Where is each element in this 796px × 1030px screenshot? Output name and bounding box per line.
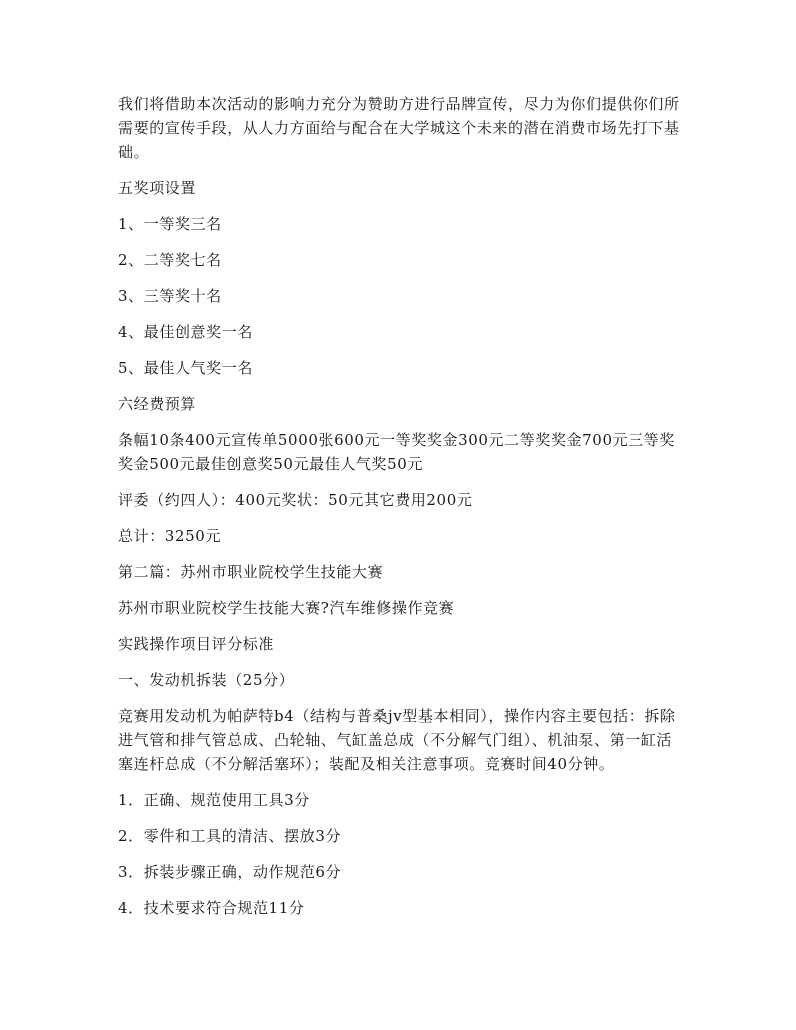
award-item-second-prize: 2、二等奖七名 (118, 251, 222, 269)
scoring-item-tools: 1．正确、规范使用工具3分 (118, 791, 310, 809)
budget-items: 条幅10条400元宣传单5000张600元一等奖奖金300元二等奖奖金700元三等奖奖金500元最佳创意奖50元最佳人气奖50元 (118, 431, 675, 473)
heading-engine-disassembly: 一、发动机拆装（25分） (118, 671, 295, 689)
award-item-first-prize: 1、一等奖三名 (118, 215, 222, 233)
document-page (118, 92, 684, 932)
scoring-item-technical: 4．技术要求符合规范11分 (118, 899, 305, 917)
competition-title: 苏州市职业院校学生技能大赛?汽车维修操作竞赛 (118, 599, 455, 617)
heading-budget: 六经费预算 (118, 395, 197, 413)
award-item-best-creative: 4、最佳创意奖一名 (118, 323, 253, 341)
scoring-item-cleaning: 2．零件和工具的清洁、摆放3分 (118, 827, 342, 845)
scoring-standard-title: 实践操作项目评分标准 (118, 635, 275, 653)
section-title-part-two: 第二篇：苏州市职业院校学生技能大赛 (118, 563, 384, 581)
engine-description: 竞赛用发动机为帕萨特b4（结构与普桑jv型基本相同），操作内容主要包括：拆除进气管和排气管总成、凸轮轴、气缸盖总成（不分解气门组）、机油泵、第一缸活塞连杆总成（不分解活塞环）；装配及相关注意事项。竞赛时间40分钟。 (118, 707, 676, 773)
budget-total: 总计：3250元 (118, 527, 221, 545)
heading-awards: 五奖项设置 (118, 179, 197, 197)
paragraph-sponsor-promotion: 我们将借助本次活动的影响力充分为赞助方进行品牌宣传，尽力为你们提供你们所需要的宣传手段，从人力方面给与配合在大学城这个未来的潜在消费市场先打下基础。 (118, 95, 680, 161)
budget-judges: 评委（约四人）：400元奖状：50元其它费用200元 (118, 491, 473, 509)
scoring-item-steps: 3．拆装步骤正确，动作规范6分 (118, 863, 342, 881)
award-item-third-prize: 3、三等奖十名 (118, 287, 222, 305)
award-item-best-popularity: 5、最佳人气奖一名 (118, 359, 253, 377)
